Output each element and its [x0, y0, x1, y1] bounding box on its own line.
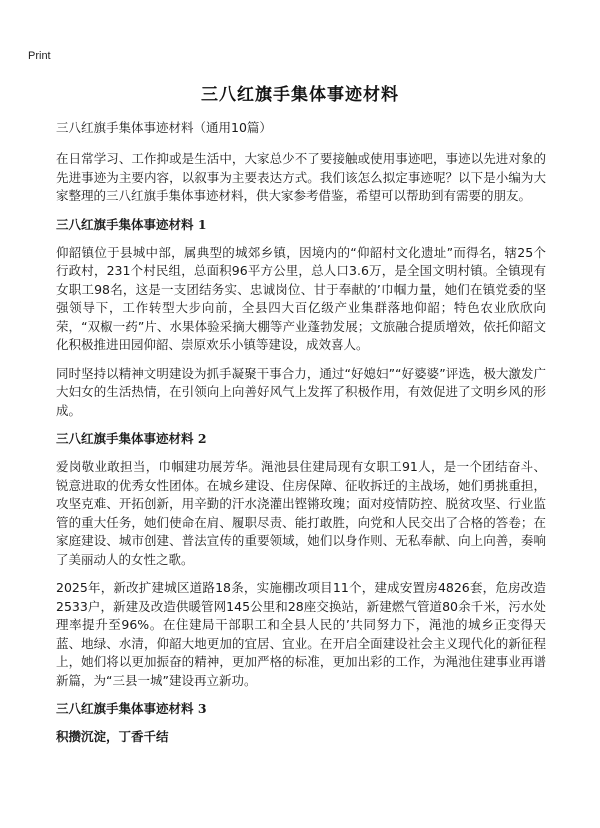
section-heading: 三八红旗手集体事迹材料 2	[56, 431, 207, 446]
section-paragraph: 仰韶镇位于县城中部，属典型的城郊乡镇，因境内的“仰韶村文化遗址”而得名，辖25个行政村，231个村民组，总面积96平方公里，总人口3.6万，是全国文明村镇。全镇现有女职工98名，这是一支团结务实、忠诚岗位、甘于奉献的’巾帼力量，她们在镇党委的坚强领导下，工作转型大步向前，全县四大百亿级产业集群落地仰韶；特色农业欣欣向荣，“双椒一药”片、水果体验采摘大棚等产业蓬勃发展；文旅融合提质增效，依托仰韶文化积极推进田园仰韶、崇原欢乐小镇等建设，成效喜人。	[56, 244, 546, 352]
print-link[interactable]: Print	[28, 50, 51, 62]
sub-heading: 积攒沉淀，丁香千结	[56, 729, 169, 744]
section-paragraph: 2025年，新改扩建城区道路18条，实施棚改项目11个，建成安置房4826套，危房改造2533户，新建及改造供暖管网145公里和28座交换站，新建燃气管道80余千米，污水处理率提升至96%。在住建局干部职工和全县人民的’共同努力下，渑池的城乡正变得天蓝、地绿、水清，仰韶大地更加的宜居、宜业。在开启全面建设社会主义现代化的新征程上，她们将以更加振奋的精神，更加严格的标准，更加出彩的工作，为渑池住建事业再谱新篇，为“三县一城”建设再立新功。	[56, 580, 546, 688]
intro-paragraph: 在日常学习、工作抑或是生活中，大家总少不了要接触或使用事迹吧，事迹以先进对象的先进事迹为主要内容，以叙事为主要表达方式。我们该怎么拟定事迹呢？以下是小编为大家整理的三八红旗手集体事迹材料，供大家参考借鉴，希望可以帮助到有需要的朋友。	[56, 151, 546, 203]
section-paragraph: 爱岗敬业敢担当，巾帼建功展芳华。渑池县住建局现有女职工91人，是一个团结奋斗、锐意进取的优秀女性团体。在城乡建设、住房保障、征收拆迁的主战场，她们勇挑重担，攻坚克难、开拓创新，用辛勤的汗水浇灌出铿锵玫瑰；面对疫情防控、脱贫攻坚、行业监管的重大任务，她们使命在肩、履职尽责、能打敢胜，向党和人民交出了合格的答卷；在家庭建设、城市创建、普法宣传的重要领域，她们以身作则、无私奉献、向上向善，奏响了美丽动人的女性之歌。	[56, 459, 546, 567]
page-title: 三八红旗手集体事迹材料	[201, 85, 399, 105]
document-body	[56, 119, 546, 756]
section-paragraph: 同时坚持以精神文明建设为抓手凝聚干事合力，通过“好媳妇”“好婆婆”评选，极大激发广大妇女的生活热情，在引领向上向善好风气上发挥了积极作用，有效促进了文明乡风的形成。	[56, 365, 546, 418]
document-subtitle: 三八红旗手集体事迹材料（通用10篇）	[56, 120, 272, 135]
section-heading: 三八红旗手集体事迹材料 1	[56, 216, 207, 232]
section-heading: 三八红旗手集体事迹材料 3	[56, 701, 207, 716]
